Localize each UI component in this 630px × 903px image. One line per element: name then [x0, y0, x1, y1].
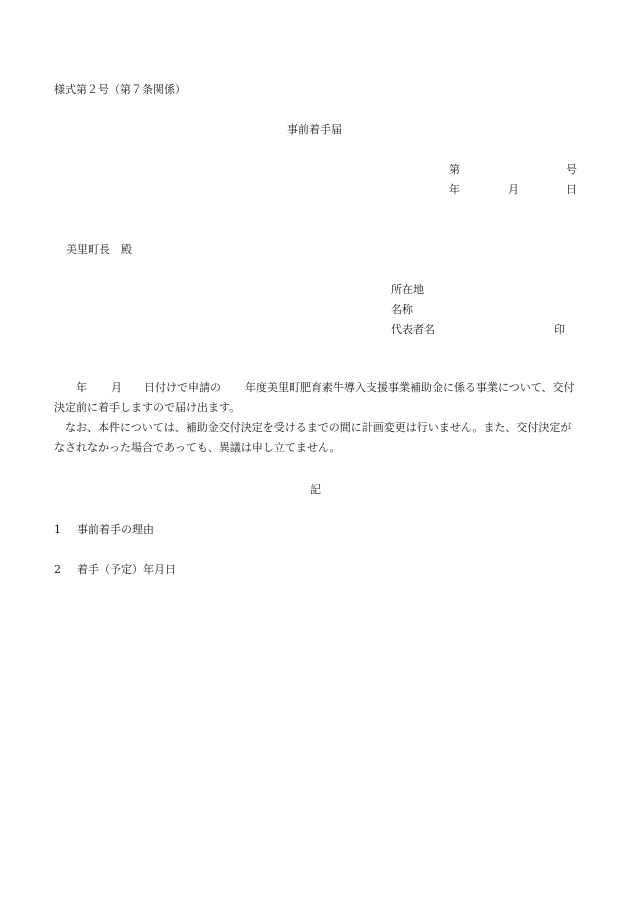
applicant-name-label: 名称 [391, 303, 413, 316]
document-title: 事前着手届 [287, 123, 342, 136]
item-1-label: 事前着手の理由 [77, 523, 154, 536]
p1-year: 年 [76, 381, 87, 394]
body-paragraph-2: なお、本件については、補助金交付決定を受けるまでの間に計画変更は行いません。また、交付決定がなされなかった場合であっても、異議は申し立てません。 [54, 421, 572, 454]
applicant-representative-label: 代表者名 [391, 323, 435, 336]
date-month: 月 [508, 183, 519, 196]
p1-text: 日付けで申請の [144, 381, 221, 394]
item-2-number: 2 [54, 563, 61, 576]
item-2-label: 着手（予定）年月日 [77, 563, 176, 576]
p1-text-2: 年度美里町肥育素牛導入支援事業補助金に係る事業について、交付決定前に着手しますので届け出ます。 [54, 381, 575, 414]
applicant-address-label: 所在地 [391, 283, 424, 296]
item-1-number: 1 [54, 523, 61, 536]
date-day: 日 [566, 183, 577, 196]
form-number: 様式第２号（第７条関係） [54, 83, 186, 96]
doc-number-suffix: 号 [566, 163, 577, 176]
doc-number-prefix: 第 [449, 163, 460, 176]
ki-heading: 記 [310, 483, 321, 496]
date-year: 年 [449, 183, 460, 196]
seal-mark: 印 [554, 323, 565, 336]
addressee: 美里町長 殿 [66, 243, 132, 256]
p1-month: 月 [111, 381, 122, 394]
body-paragraph-1 [54, 378, 578, 418]
